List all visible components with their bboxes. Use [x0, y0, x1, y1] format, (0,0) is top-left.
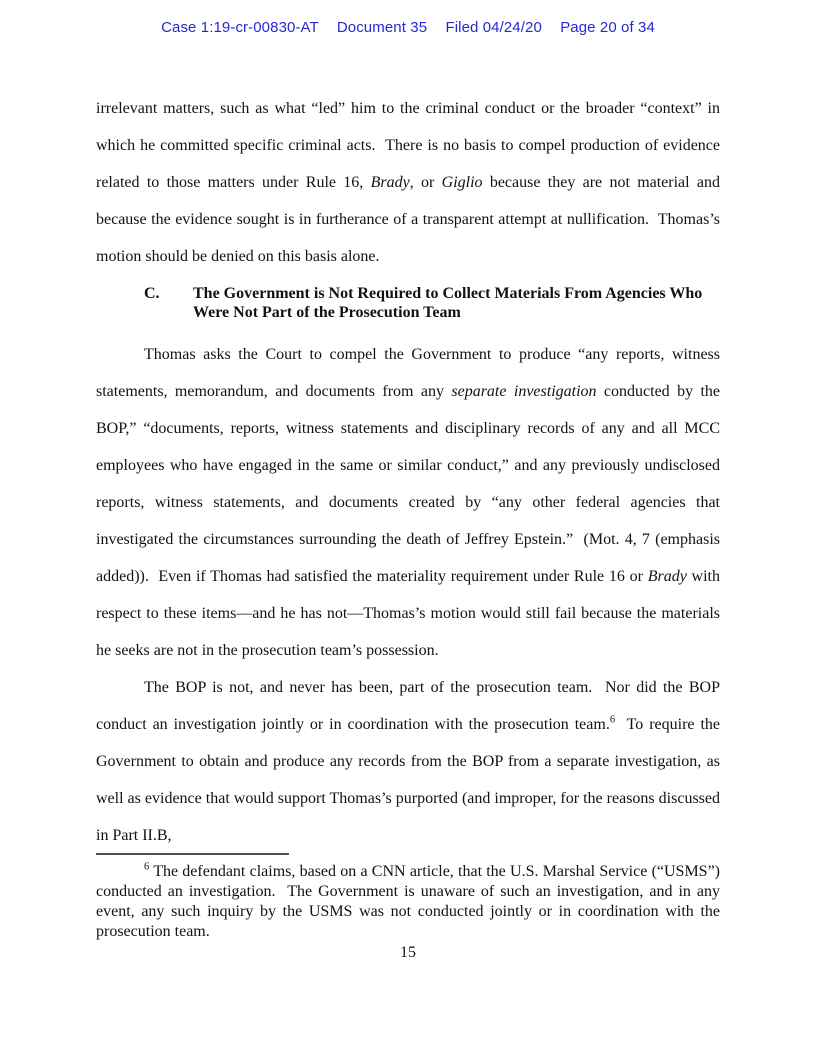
footnote-6: $^6$ The defendant claims, based on a CNN article, that the U.S. Marshal Service (“USMS”) conducted an investigation. The Government is unaware of such an investigation, and in any event, any such inquiry by the USMS was not conducted jointly or in coordination with the prosecution team.: [96, 861, 720, 940]
section-title: [193, 284, 702, 322]
paragraph-continuation: irrelevant matters, such as what “led” him to the criminal conduct or the broader “context” in which he committed specific criminal acts. There is no basis to compel production of evidence related to those matters under Rule 16, Brady, or Giglio because they are not material and because the evidence sought is in furtherance of a transparent attempt at nullification. Thomas’s motion should be denied on this basis alone.: [96, 100, 721, 265]
section-letter: C.: [144, 285, 160, 302]
filed-date: Filed 04/24/20: [445, 19, 542, 36]
document-body: [96, 90, 720, 854]
section-title-line: The Government is Not Required to Collect Materials From Agencies Who: [193, 285, 703, 302]
footnote-separator: [96, 853, 289, 855]
footnote-area: [96, 853, 720, 942]
page-of-pages: Page 20 of 34: [560, 19, 655, 36]
page-number: 15: [400, 944, 416, 961]
paragraph-thomas-asks: Thomas asks the Court to compel the Government to produce “any reports, witness statements, memorandum, and documents from any separate investigation conducted by the BOP,” “documents, reports, witness statements and disciplinary records of any and all MCC employees who have engaged in the same or similar conduct,” and any previously undisclosed reports, witness statements, and documents created by “any other federal agencies that investigated the circumstances surrounding the death of Jeffrey Epstein.” (Mot. 4, 7 (emphasis added)). Even if Thomas had satisfied the materiality requirement under Rule 16 or Brady with respect to these items—and he has not—Thomas’s motion would still fail because the materials he seeks are not in the prosecution team’s possession.: [96, 346, 720, 659]
section-title-line: Were Not Part of the Prosecution Team: [193, 304, 461, 321]
paragraph-bop: The BOP is not, and never has been, part of the prosecution team. Nor did the BOP conduct an investigation jointly or in coordination with the prosecution team.$^6$ To require the Government to obtain and produce any records from the BOP from a separate investigation, as well as evidence that would support Thomas’s purported (and improper, for the reasons discussed in Part II.B,: [96, 679, 721, 844]
case-number: Case 1:19-cr-00830-AT: [161, 19, 319, 36]
case-stamp-header: [0, 19, 816, 36]
section-heading-c: [144, 284, 720, 322]
document-number: Document 35: [336, 19, 428, 36]
